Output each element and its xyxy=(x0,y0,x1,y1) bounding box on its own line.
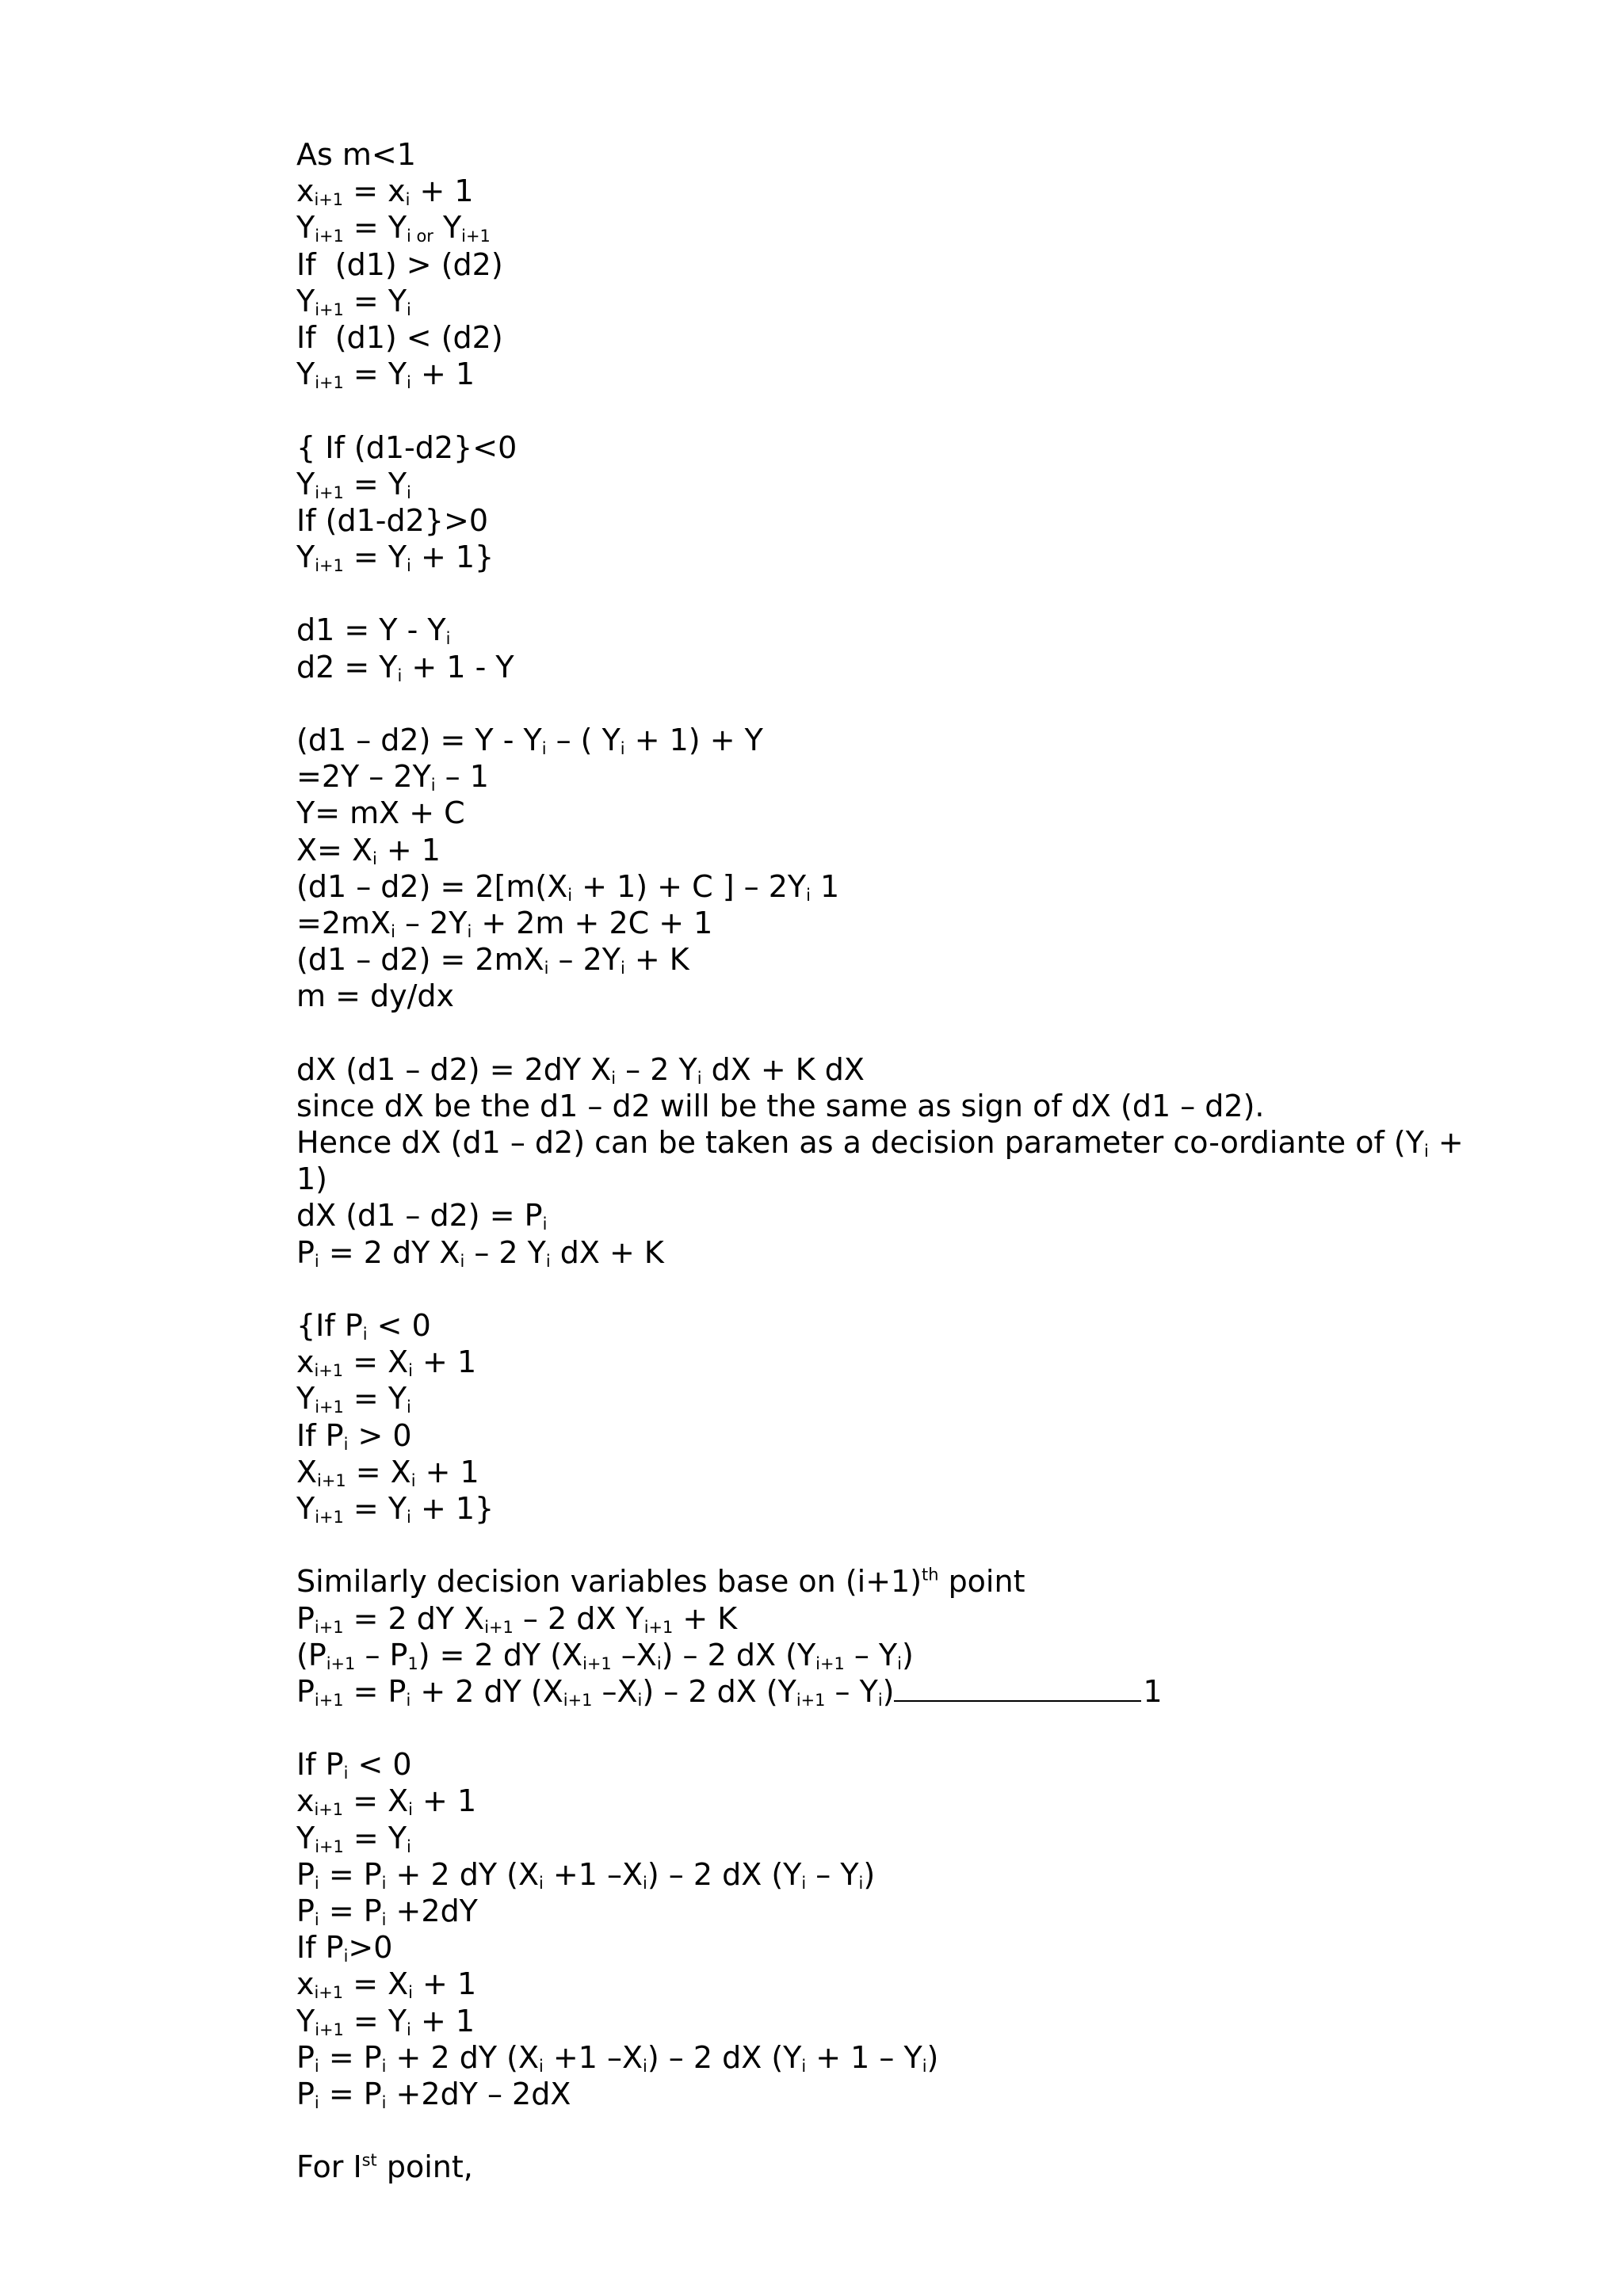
blank-line xyxy=(296,2112,1501,2149)
text-line: $Y_{i+1} = Y_i$ xyxy=(296,466,411,502)
blank-line xyxy=(296,1271,1501,1307)
text-line: $d2 = Y_i + 1 - Y$ xyxy=(296,649,514,685)
text-line: $x_{i+1} = x_i + 1$ xyxy=(296,174,474,210)
text-line: Y= mX + C xyxy=(296,795,465,831)
blank-line xyxy=(296,1710,1501,1746)
text-line: If (d1) < (d2) xyxy=(296,319,503,355)
blank-line xyxy=(296,1015,1501,1051)
text-line: $d1 = Y - Y_i$ xyxy=(296,612,451,649)
text-line: $Y_{i+1} = Y_i + 1$ xyxy=(296,2003,475,2039)
blank-line xyxy=(296,685,1501,722)
text-line: $P_i = P_i +2dY$ xyxy=(296,1894,478,1930)
text-line: If $P_i < 0$ xyxy=(296,1747,412,1783)
text-line: $x_{i+1} = X_i + 1$ xyxy=(296,1966,477,2003)
text-line: $Y_{i+1} = Y_i$ xyxy=(296,1820,411,1856)
text-line: $P_i = 2$ dY $X_i - 2$ $Y_i$ dX + K xyxy=(296,1234,664,1271)
text-line: m = dy/dx xyxy=(296,978,455,1014)
text-line: dX (d1 – d2) = 2dY $X_i - 2$ $Y_i$ dX + K dX xyxy=(296,1051,865,1088)
text-line: $P_{i+1} = 2$ dY $X_{i+1} - 2$ dX $Y_{i+1} + K$ xyxy=(296,1600,738,1637)
text-line: $Y_{i+1} = Y_i + 1$ xyxy=(296,357,475,393)
text-line: $(P_{i+1} - P_1) = 2$ dY ($X_{i+1}$ $-X_i) - 2$ dX $(Y_{i+1} - Y_i)$ xyxy=(296,1637,914,1673)
text-line: dX $(d1 - d2) = P_i$ xyxy=(296,1198,548,1234)
text-line: $(d1 - d2) = 2mX_i - 2Y_i + K$ xyxy=(296,942,689,978)
text-line: $Y_{i+1} = Y_i$ xyxy=(296,283,411,319)
text-line: $Y_{i+1} = Y_{i or}$ $Y_{i+1}$ xyxy=(296,210,491,246)
text-line: $P_i = P_i + 2$ dY ($X_i +1$ $-X_i) - 2$ dX $(Y_i + 1 - Y_i)$ xyxy=(296,2039,939,2076)
text-line: As m<1 xyxy=(296,137,416,172)
text-line: $(d1 - d2) = Y - Y_i$ – ( $Y_i + 1) + Y$ xyxy=(296,723,763,759)
text-line: since dX be the d1 – d2 will be the same as sign of dX (d1 – d2). xyxy=(296,1088,1265,1123)
text-line: Hence dX (d1 – d2) can be taken as a decision parameter co-ordiante of ($Y_i$ + xyxy=(296,1125,1464,1161)
text-line: 1) xyxy=(296,1161,328,1197)
text-line: If $P_i>0$ xyxy=(296,1930,393,1966)
text-line: $X_{i+1} = X_i + 1$ xyxy=(296,1454,479,1490)
text-line: $Y_{i+1} = Y_i + 1$} xyxy=(296,540,495,576)
text-line: $Y_{i+1} = Y_i$ xyxy=(296,1381,411,1417)
text-line: $P_i = P_i +2dY - 2dX$ xyxy=(296,2076,571,2113)
text-line: $x_{i+1} = X_i + 1$ xyxy=(296,1344,477,1381)
text-line: $Y_{i+1} = Y_i + 1$} xyxy=(296,1490,495,1527)
text-line: $=2mX_i - 2Y_i + 2m + 2C + 1$ xyxy=(296,905,713,942)
text-line: If (d1) > (d2) xyxy=(296,246,503,282)
text-line: $P_i = P_i + 2$ dY ($X_i +1$ $-X_i) - 2$ dX $(Y_i - Y_i)$ xyxy=(296,1856,876,1894)
text-line: For Ist point, xyxy=(296,2149,473,2185)
text-line: $x_{i+1} = X_i + 1$ xyxy=(296,1783,477,1820)
text-line: $P_{i+1} = P_i + 2$ dY ($X_{i+1}$ $-X_i) - 2$ dX $(Y_{i+1} - Y_i)$ 1 xyxy=(296,1673,1163,1711)
text-line: If $P_i > 0$ xyxy=(296,1417,412,1454)
text-line: { If (d1-d2}<0 xyxy=(296,429,517,465)
text-line: $X= X_i + 1$ xyxy=(296,832,441,868)
text-line: Similarly decision variables base on $(i+1)^{th}$ point xyxy=(296,1564,1025,1600)
text-line: $(d1 - d2) = 2[m(X_i + 1) + C$ ] – $2Y_i$ 1 xyxy=(296,868,840,905)
text-line: $=2Y - 2Y_i - 1$ xyxy=(296,759,489,795)
text-line: {If $P_i < 0$ xyxy=(296,1308,431,1344)
text-line: If (d1-d2}>0 xyxy=(296,502,488,538)
blank-line xyxy=(296,1527,1501,1563)
blank-line xyxy=(296,392,1501,429)
document-body xyxy=(296,136,1501,2186)
blank-line xyxy=(296,575,1501,612)
